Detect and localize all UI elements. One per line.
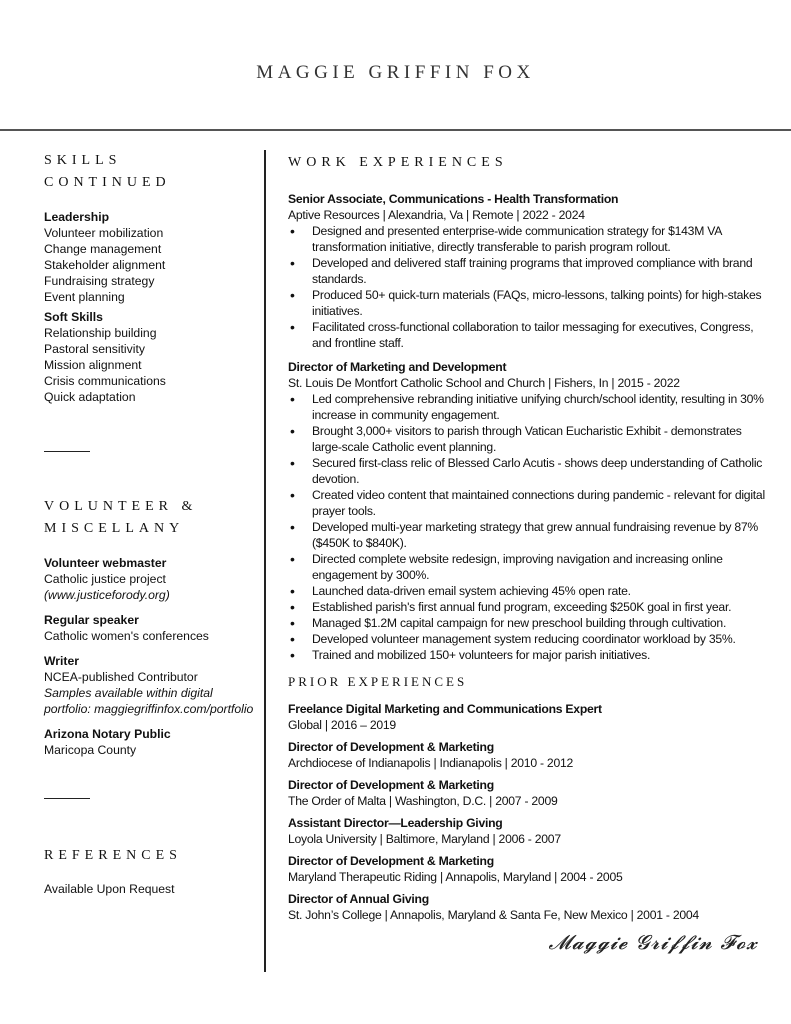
prior-job-entry [288, 891, 778, 923]
skill-item: Event planning [44, 290, 125, 304]
job-title: Director of Development & Marketing [288, 778, 494, 792]
candidate-name: MAGGIE GRIFFIN FOX [256, 62, 535, 83]
heading-line: CONTINUED [44, 175, 171, 190]
work-experience-list [288, 191, 778, 663]
prior-experience-list [288, 701, 778, 923]
prior-job-entry [288, 701, 778, 733]
header-divider [0, 129, 791, 131]
heading-line: VOLUNTEER & [44, 499, 198, 514]
prior-job-entry [288, 815, 778, 847]
prior-job-entry [288, 777, 778, 809]
volunteer-item [44, 555, 258, 603]
job-meta: Maryland Therapeutic Riding | Annapolis, Maryland | 2004 - 2005 [288, 870, 623, 884]
job-bullet: • Designed and presented enterprise-wide communication strategy for $143M VA transformation initiative, directly transferable to parish program rollout. [288, 223, 766, 255]
item-link[interactable]: portfolio: maggiegriffinfox.com/portfolio [44, 702, 254, 716]
job-bullet: • Established parish's first annual fund program, exceeding $250K goal in first year. [288, 599, 766, 615]
references-text: Available Upon Request [44, 882, 175, 896]
job-bullet: • Developed multi-year marketing strategy that grew annual fundraising revenue by 87% ($450K to $840K). [288, 519, 766, 551]
skill-item: Relationship building [44, 326, 157, 340]
work-heading: WORK EXPERIENCES [288, 155, 508, 170]
job-bullets [288, 223, 778, 351]
skill-group-title: Soft Skills [44, 310, 103, 324]
skill-item: Crisis communications [44, 374, 166, 388]
volunteer-item [44, 612, 258, 644]
job-bullet: • Brought 3,000+ visitors to parish through Vatican Eucharistic Exhibit - demonstrates large-scale Catholic event planning. [288, 423, 766, 455]
skill-group-title: Leadership [44, 210, 110, 224]
job-title: Senior Associate, Communications - Health Transformation [288, 192, 619, 206]
job-bullet: • Developed volunteer management system reducing coordinator workload by 35%. [288, 631, 766, 647]
heading-line: MISCELLANY [44, 521, 185, 536]
job-bullet: • Managed $1.2M capital campaign for new preschool building through cultivation. [288, 615, 766, 631]
item-title: Arizona Notary Public [44, 727, 171, 741]
item-line: NCEA-published Contributor [44, 670, 198, 684]
job-bullet: • Secured first-class relic of Blessed Carlo Acutis - shows deep understanding of Catholic devotion. [288, 455, 766, 487]
prior-job-entry [288, 853, 778, 885]
right-column [288, 152, 778, 955]
job-entry [288, 359, 778, 663]
item-line: Catholic women's conferences [44, 629, 209, 643]
job-title: Director of Development & Marketing [288, 740, 494, 754]
item-title: Volunteer webmaster [44, 556, 167, 570]
job-bullet: • Directed complete website redesign, improving navigation and increasing online engagement by 300%. [288, 551, 766, 583]
job-bullet: • Led comprehensive rebranding initiative unifying church/school identity, resulting in 30% increase in community engagement. [288, 391, 766, 423]
job-title: Director of Annual Giving [288, 892, 429, 906]
skill-item: Fundraising strategy [44, 274, 155, 288]
item-link[interactable]: (www.justiceforody.org) [44, 588, 170, 602]
references-heading: REFERENCES [44, 848, 182, 863]
left-column [44, 150, 258, 897]
job-title: Freelance Digital Marketing and Communications Expert [288, 702, 602, 716]
job-meta: St. John’s College | Annapolis, Maryland & Santa Fe, New Mexico | 2001 - 2004 [288, 908, 699, 922]
skill-item: Stakeholder alignment [44, 258, 166, 272]
job-bullet: • Facilitated cross-functional collaboration to tailor messaging for executives, Congress, and frontline staff. [288, 319, 766, 351]
item-line: Samples available within digital [44, 686, 213, 700]
skill-group-soft-skills [44, 309, 258, 405]
job-bullet: • Developed and delivered staff training programs that improved compliance with brand standards. [288, 255, 766, 287]
item-title: Writer [44, 654, 79, 668]
job-meta: Archdiocese of Indianapolis | Indianapolis | 2010 - 2012 [288, 756, 574, 770]
item-title: Regular speaker [44, 613, 139, 627]
job-title: Director of Marketing and Development [288, 360, 507, 374]
job-bullets [288, 391, 778, 663]
job-meta: Aptive Resources | Alexandria, Va | Remote | 2022 - 2024 [288, 208, 585, 222]
job-meta: Loyola University | Baltimore, Maryland | 2006 - 2007 [288, 832, 561, 846]
section-divider [44, 798, 90, 799]
skill-group-leadership [44, 209, 258, 305]
signature: 𝓜𝓪𝓰𝓰𝓲𝓮 𝓖𝓻𝓲𝓯𝓯𝓲𝓷 𝓕𝓸𝔁 [548, 930, 758, 954]
skill-item: Mission alignment [44, 358, 142, 372]
skill-item: Quick adaptation [44, 390, 136, 404]
heading-line: SKILLS [44, 153, 122, 168]
job-bullet: • Created video content that maintained connections during pandemic - relevant for digital prayer tools. [288, 487, 766, 519]
job-meta: Global | 2016 – 2019 [288, 718, 396, 732]
prior-heading: PRIOR EXPERIENCES [288, 674, 468, 689]
job-title: Assistant Director—Leadership Giving [288, 816, 503, 830]
prior-job-entry [288, 739, 778, 771]
skills-continued-heading [44, 150, 258, 194]
job-bullet: • Launched data-driven email system achieving 45% open rate. [288, 583, 766, 599]
item-line: Maricopa County [44, 743, 137, 757]
volunteer-heading [44, 496, 258, 540]
section-divider [44, 451, 90, 452]
skill-item: Volunteer mobilization [44, 226, 164, 240]
job-bullet: • Trained and mobilized 150+ volunteers for major parish initiatives. [288, 647, 766, 663]
item-line: Catholic justice project [44, 572, 166, 586]
volunteer-item [44, 726, 258, 758]
column-divider [264, 150, 266, 972]
skill-item: Pastoral sensitivity [44, 342, 145, 356]
skill-item: Change management [44, 242, 162, 256]
job-title: Director of Development & Marketing [288, 854, 494, 868]
job-meta: St. Louis De Montfort Catholic School and Church | Fishers, In | 2015 - 2022 [288, 376, 680, 390]
job-meta: The Order of Malta | Washington, D.C. | 2007 - 2009 [288, 794, 558, 808]
volunteer-item [44, 653, 258, 717]
job-entry [288, 191, 778, 351]
job-bullet: • Produced 50+ quick-turn materials (FAQs, micro-lessons, talking points) for high-stakes initiatives. [288, 287, 766, 319]
